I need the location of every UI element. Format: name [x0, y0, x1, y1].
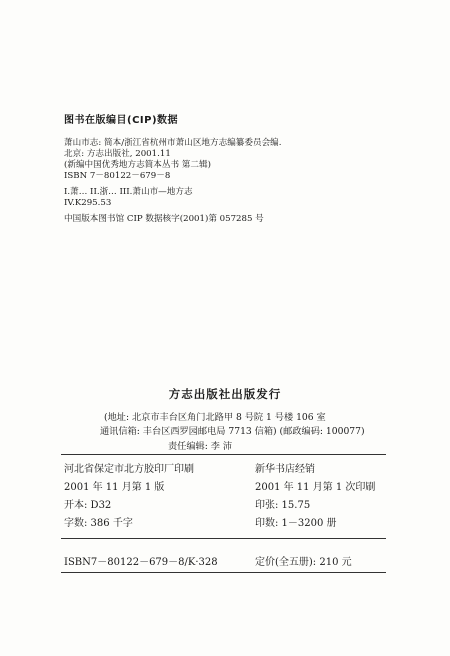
word-count: 字数: 386 千字 — [64, 518, 133, 529]
cip-line-publisher: 北京: 方志出版社, 2001.11 — [64, 149, 171, 159]
middle-rule — [61, 538, 386, 539]
bottom-rule — [61, 572, 386, 573]
edition: 2001 年 11 月第 1 版 — [64, 482, 165, 493]
cip-line-subjects: I.萧… II.浙… III.萧山市—地方志 — [64, 187, 193, 197]
format: 开本: D32 — [64, 500, 112, 511]
distributor: 新华书店经销 — [255, 464, 315, 475]
publisher-address: (地址: 北京市丰台区角门北路甲 8 号院 1 号楼 106 室 — [104, 412, 326, 423]
cip-title: 图书在版编目(CIP)数据 — [64, 115, 179, 126]
publisher-mail: 通讯信箱: 丰台区西罗园邮电局 7713 信箱) (邮政编码: 100077) — [100, 426, 365, 437]
printer: 河北省保定市北方胶印厂印刷 — [64, 464, 194, 475]
print-run: 印数: 1－3200 册 — [255, 518, 337, 529]
cip-line-series: (新编中国优秀地方志简本丛书 第二辑) — [64, 160, 211, 170]
cip-line-isbn: ISBN 7－80122－679－8 — [64, 171, 171, 181]
price: 定价(全五册): 210 元 — [255, 557, 352, 568]
isbn: ISBN7－80122－679－8/K·328 — [64, 557, 218, 568]
cip-number: 中国版本图书馆 CIP 数据核字(2001)第 057285 号 — [64, 214, 264, 224]
top-rule — [61, 454, 386, 455]
cip-line-title: 萧山市志: 简本/浙江省杭州市萧山区地方志编纂委员会编. — [64, 138, 282, 148]
printing: 2001 年 11 月第 1 次印刷 — [255, 482, 376, 493]
publisher-name: 方志出版社出版发行 — [168, 387, 282, 401]
responsible-editor: 责任编辑: 李 沛 — [168, 441, 233, 452]
sheets: 印张: 15.75 — [255, 500, 311, 511]
cip-line-classification: IV.K295.53 — [64, 198, 112, 208]
